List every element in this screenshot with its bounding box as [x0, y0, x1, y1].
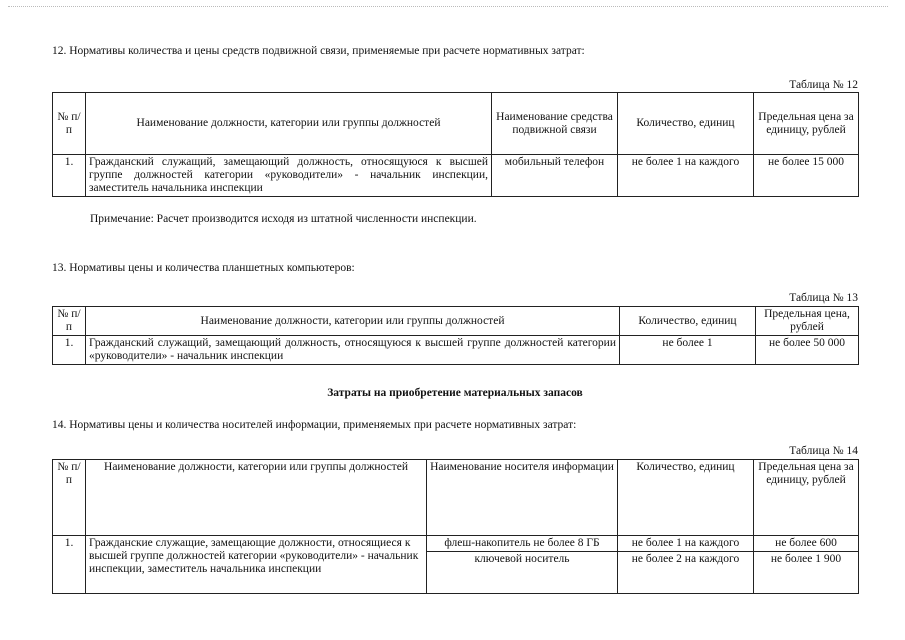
table-14-header-row [53, 460, 859, 536]
table-12-header-position: Наименование должности, категории или группы должностей [86, 93, 492, 155]
section-14-title: 14. Нормативы цены и количества носителей информации, применяемых при расчете нормативных затрат: [52, 419, 577, 431]
table-13-label: Таблица № 13 [789, 292, 858, 304]
table-13-cell-price: не более 50 000 [756, 336, 859, 365]
table-12-header-price: Предельная цена за единицу, рублей [754, 93, 859, 155]
table-14-header-qty: Количество, единиц [618, 460, 754, 536]
table-14-label: Таблица № 14 [789, 445, 858, 457]
table-row [53, 155, 859, 197]
table-14-cell-carrier-2: ключевой носитель [427, 552, 618, 594]
table-12-header-row [53, 93, 859, 155]
table-14-header-carrier: Наименование носителя информации [427, 460, 618, 536]
table-12-label: Таблица № 12 [789, 79, 858, 91]
table-13 [52, 306, 859, 365]
table-14-cell-price-1: не более 600 [754, 536, 859, 552]
table-13-cell-qty: не более 1 [620, 336, 756, 365]
scan-top-artifact [8, 6, 888, 11]
section-13-title: 13. Нормативы цены и количества планшетных компьютеров: [52, 262, 355, 274]
table-13-cell-position: Гражданский служащий, замещающий должность, относящуюся к высшей группе должностей категории «руководители» - начальник инспекции [86, 336, 620, 365]
table-14-header-price: Предельная цена за единицу, рублей [754, 460, 859, 536]
table-row [53, 336, 859, 365]
table-12-cell-num: 1. [53, 155, 86, 197]
section-12-title: 12. Нормативы количества и цены средств подвижной связи, применяемые при расчете нормативных затрат: [52, 45, 585, 57]
table-14-cell-num: 1. [53, 536, 86, 594]
table-13-header-qty: Количество, единиц [620, 307, 756, 336]
table-12-cell-means: мобильный телефон [492, 155, 618, 197]
table-12-cell-qty: не более 1 на каждого [618, 155, 754, 197]
table-14-cell-carrier-1: флеш-накопитель не более 8 ГБ [427, 536, 618, 552]
section-heading: Затраты на приобретение материальных запасов [327, 387, 583, 399]
table-14-cell-price-2: не более 1 900 [754, 552, 859, 594]
table-13-header-num: № п/п [53, 307, 86, 336]
table-12 [52, 92, 859, 197]
table-12-header-qty: Количество, единиц [618, 93, 754, 155]
table-13-cell-num: 1. [53, 336, 86, 365]
table-14-cell-qty-1: не более 1 на каждого [618, 536, 754, 552]
table-12-cell-price: не более 15 000 [754, 155, 859, 197]
table-13-header-row [53, 307, 859, 336]
table-12-header-num: № п/п [53, 93, 86, 155]
table-13-header-position: Наименование должности, категории или группы должностей [86, 307, 620, 336]
table-12-header-means: Наименование средства подвижной связи [492, 93, 618, 155]
table-14-header-position: Наименование должности, категории или группы должностей [86, 460, 427, 536]
table-row [53, 536, 859, 552]
table-12-cell-position: Гражданский служащий, замещающий должность, относящуюся к высшей группе должностей категории «руководители» - начальник инспекции, заместитель начальника инспекции [86, 155, 492, 197]
table-14-cell-qty-2: не более 2 на каждого [618, 552, 754, 594]
table-14 [52, 459, 859, 594]
table-14-cell-position: Гражданские служащие, замещающие должности, относящиеся к высшей группе должностей категории «руководители» - начальник инспекции, заместитель начальника инспекции [86, 536, 427, 594]
table-13-header-price: Предельная цена, рублей [756, 307, 859, 336]
section-12-note: Примечание: Расчет производится исходя из штатной численности инспекции. [90, 213, 477, 225]
table-14-header-num: № п/п [53, 460, 86, 536]
